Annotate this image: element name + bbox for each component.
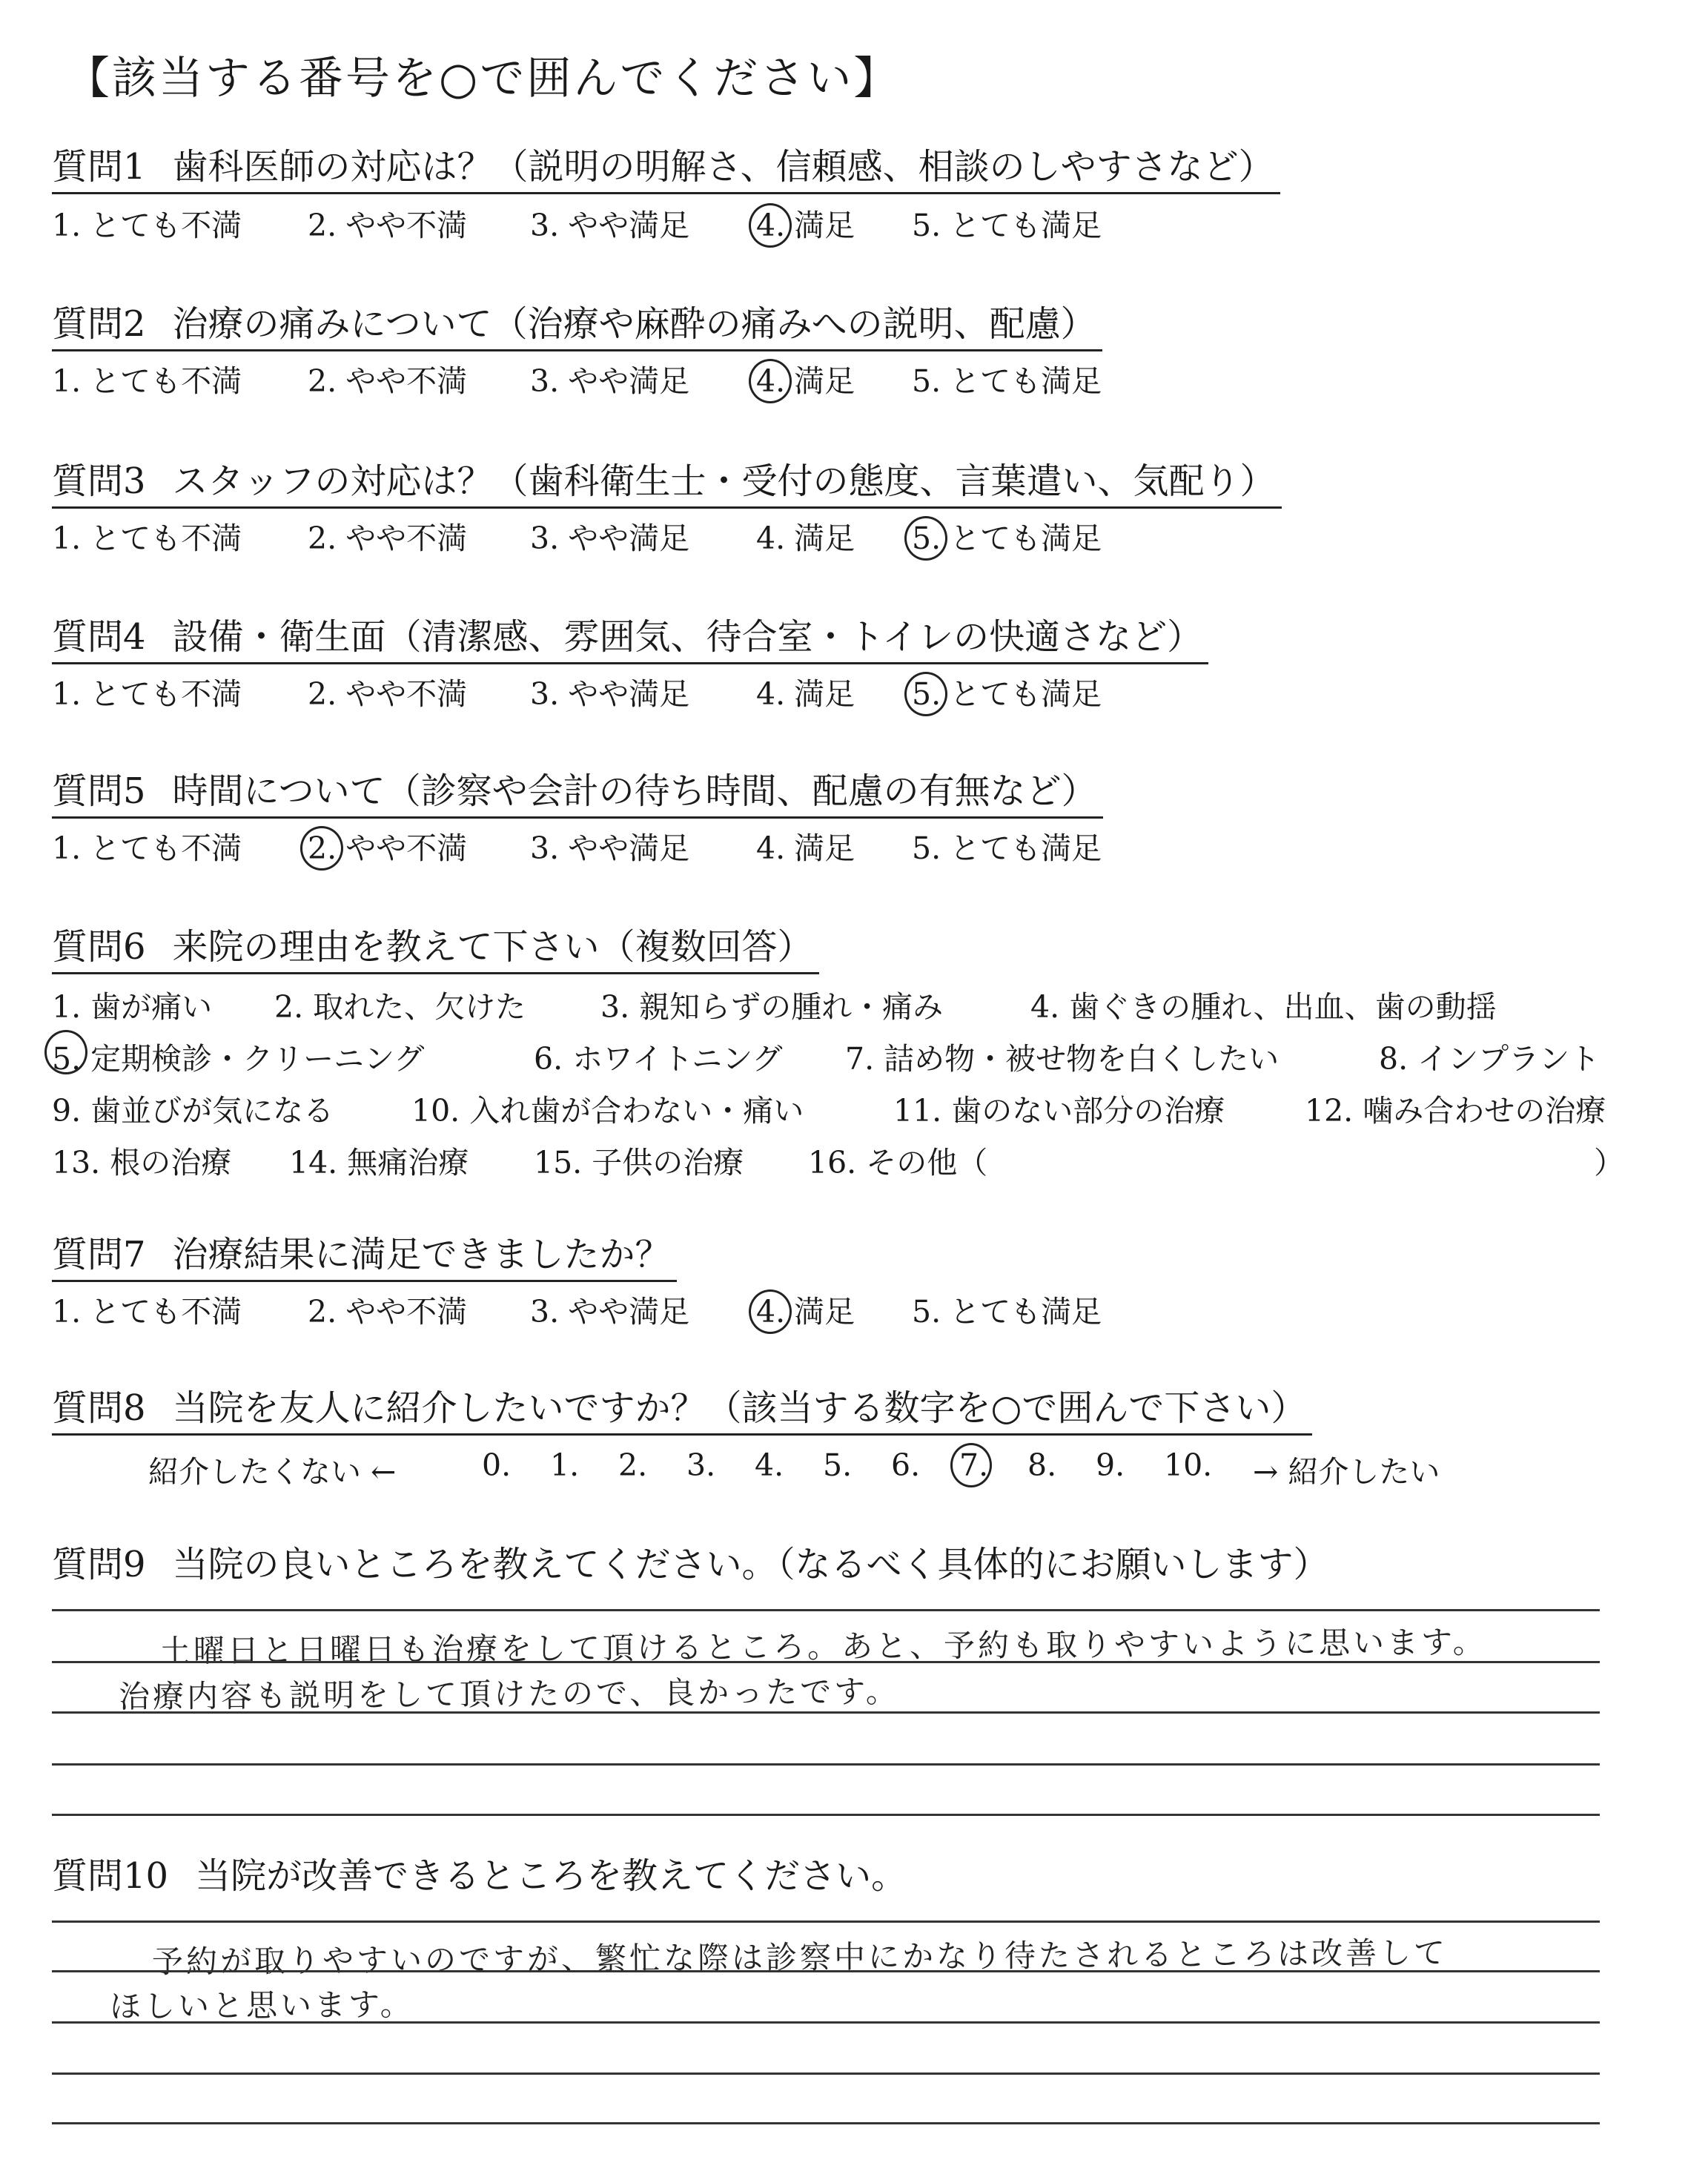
- option-1[interactable]: 1. とても不満: [52, 1294, 242, 1330]
- reason-option-1[interactable]: 1. 歯が痛い: [52, 989, 213, 1025]
- question-number: 質問6: [52, 926, 146, 968]
- question-10-heading: [52, 1856, 913, 1901]
- question-number: 質問10: [52, 1855, 169, 1897]
- reason-row-1: [52, 982, 1668, 1025]
- answer-line: [52, 1970, 1600, 1972]
- reason-option-14[interactable]: 14. 無痛治療: [289, 1145, 469, 1180]
- option-3[interactable]: 3. やや満足: [530, 676, 690, 712]
- option-3[interactable]: 3. やや満足: [530, 208, 690, 243]
- option-5[interactable]: 5. とても満足: [912, 208, 1102, 243]
- question-text: 当院の良いところを教えてください。（なるべく具体的にお願いします）: [172, 1544, 1329, 1585]
- question-number: 質問1: [52, 146, 146, 188]
- score-0[interactable]: 0.: [482, 1447, 512, 1483]
- question-3-heading: [52, 461, 1282, 509]
- question-6-heading: [52, 927, 819, 974]
- reason-option-9[interactable]: 9. 歯並びが気になる: [52, 1093, 334, 1129]
- question-text: 当院が改善できるところを教えてください。: [195, 1855, 907, 1897]
- reason-option-7[interactable]: 7. 詰め物・被せ物を白くしたい: [845, 1041, 1280, 1077]
- question-5-heading: [52, 771, 1103, 819]
- option-1[interactable]: 1. とても不満: [52, 363, 242, 399]
- question-number: 質問3: [52, 460, 146, 502]
- question-text: 来院の理由を教えて下さい（複数回答）: [172, 926, 813, 968]
- answer-line: [52, 1711, 1600, 1714]
- score-4[interactable]: 4.: [755, 1447, 784, 1483]
- option-1[interactable]: 1. とても不満: [52, 676, 242, 712]
- question-number: 質問8: [52, 1387, 146, 1429]
- handwritten-answer-q10-line1: 予約が取りやすいのですが、繁忙な際は診察中にかなり待たされるところは改善して: [151, 1934, 1449, 1981]
- reason-option-5-selected[interactable]: 5. 定期検診・クリーニング: [52, 1034, 433, 1078]
- handwritten-answer-q9-line1: 土曜日と日曜日も治療をして頂けるところ。あと、予約も取りやすいように思います。: [159, 1623, 1487, 1670]
- question-2-heading: [52, 304, 1102, 351]
- question-text: 当院を友人に紹介したいですか？（該当する数字を○で囲んで下さい）: [172, 1387, 1307, 1429]
- question-8-heading: [52, 1388, 1312, 1436]
- reason-option-4[interactable]: 4. 歯ぐきの腫れ、出血、歯の動揺: [1030, 989, 1497, 1025]
- score-5[interactable]: 5.: [823, 1447, 853, 1483]
- recommend-scale: [148, 1447, 1557, 1489]
- question-9-heading: [52, 1545, 1335, 1590]
- option-5-selected[interactable]: 5. とても満足: [912, 676, 1102, 712]
- option-1[interactable]: 1. とても不満: [52, 208, 242, 243]
- question-1-heading: [52, 147, 1280, 194]
- option-5-selected[interactable]: 5. とても満足: [912, 521, 1102, 556]
- question-text: 時間について（診察や会計の待ち時間、配慮の有無など）: [172, 770, 1097, 812]
- question-number: 質問2: [52, 303, 146, 345]
- reason-option-3[interactable]: 3. 親知らずの腫れ・痛み: [600, 989, 944, 1025]
- option-3[interactable]: 3. やや満足: [530, 830, 690, 866]
- option-4[interactable]: 4. 満足: [756, 830, 855, 866]
- option-3[interactable]: 3. やや満足: [530, 363, 690, 399]
- option-4[interactable]: 4. 満足: [756, 521, 855, 556]
- question-number: 質問4: [52, 616, 146, 658]
- answer-line: [52, 2021, 1600, 2024]
- handwritten-answer-q10-line2: ほしいと思います。: [109, 1986, 414, 2025]
- handwritten-answer-q9-line2: 治療内容も説明をして頂けたので、良かったです。: [118, 1673, 900, 1715]
- option-5[interactable]: 5. とても満足: [912, 363, 1102, 399]
- reason-option-12[interactable]: 12. 噛み合わせの治療: [1305, 1093, 1606, 1129]
- form-title: 【該当する番号を○で囲んでください】: [65, 53, 901, 105]
- reason-option-15[interactable]: 15. 子供の治療: [534, 1145, 744, 1180]
- other-close-paren: ）: [1594, 1145, 1624, 1180]
- question-7-heading: [52, 1235, 677, 1282]
- answer-line: [52, 2073, 1600, 2075]
- answer-line: [52, 1920, 1600, 1923]
- question-text: 治療結果に満足できましたか？: [172, 1234, 671, 1275]
- option-2[interactable]: 2. やや不満: [308, 676, 468, 712]
- scale-right-label: → 紹介したい: [1253, 1454, 1440, 1490]
- score-1[interactable]: 1.: [550, 1447, 580, 1483]
- score-8[interactable]: 8.: [1027, 1447, 1057, 1483]
- reason-option-11[interactable]: 11. 歯のない部分の治療: [893, 1093, 1225, 1129]
- option-2-selected[interactable]: 2. やや不満: [308, 830, 468, 866]
- answer-line: [52, 1609, 1600, 1611]
- score-6[interactable]: 6.: [891, 1447, 921, 1483]
- reason-option-16[interactable]: 16. その他（: [808, 1145, 988, 1180]
- question-4-heading: [52, 617, 1208, 664]
- option-5[interactable]: 5. とても満足: [912, 1294, 1102, 1330]
- score-3[interactable]: 3.: [686, 1447, 716, 1483]
- reason-row-2: [52, 1034, 1668, 1077]
- option-3[interactable]: 3. やや満足: [530, 521, 690, 556]
- option-2[interactable]: 2. やや不満: [308, 1294, 468, 1330]
- option-4-selected[interactable]: 4. 満足: [756, 1294, 855, 1330]
- reason-row-4: [52, 1138, 1668, 1180]
- score-10[interactable]: 10.: [1164, 1447, 1213, 1483]
- question-text: 治療の痛みについて（治療や麻酔の痛みへの説明、配慮）: [172, 303, 1096, 345]
- option-4[interactable]: 4. 満足: [756, 676, 855, 712]
- option-3[interactable]: 3. やや満足: [530, 1294, 690, 1330]
- reason-row-3: [52, 1086, 1668, 1129]
- score-9[interactable]: 9.: [1096, 1447, 1125, 1483]
- option-2[interactable]: 2. やや不満: [308, 363, 468, 399]
- reason-option-13[interactable]: 13. 根の治療: [52, 1145, 232, 1180]
- reason-option-10[interactable]: 10. 入れ歯が合わない・痛い: [411, 1093, 804, 1129]
- answer-line: [52, 1814, 1600, 1816]
- option-2[interactable]: 2. やや不満: [308, 521, 468, 556]
- question-text: 歯科医師の対応は？（説明の明解さ、信頼感、相談のしやすさなど）: [172, 146, 1274, 188]
- reason-option-6[interactable]: 6. ホワイトニング: [534, 1041, 783, 1077]
- question-text: 設備・衛生面（清潔感、雰囲気、待合室・トイレの快適さなど）: [172, 616, 1203, 658]
- question-number: 質問9: [52, 1544, 146, 1585]
- option-2[interactable]: 2. やや不満: [308, 208, 468, 243]
- option-4-selected[interactable]: 4. 満足: [756, 208, 855, 243]
- score-7-selected[interactable]: 7.: [959, 1447, 989, 1483]
- question-text: スタッフの対応は？（歯科衛生士・受付の態度、言葉遣い、気配り）: [172, 460, 1276, 502]
- option-4-selected[interactable]: 4. 満足: [756, 363, 855, 399]
- answer-line: [52, 1661, 1600, 1663]
- question-number: 質問5: [52, 770, 146, 812]
- reason-option-2[interactable]: 2. 取れた、欠けた: [274, 989, 526, 1025]
- scale-left-label: 紹介したくない ←: [148, 1454, 397, 1490]
- option-1[interactable]: 1. とても不満: [52, 830, 242, 866]
- option-5[interactable]: 5. とても満足: [912, 830, 1102, 866]
- option-1[interactable]: 1. とても不満: [52, 521, 242, 556]
- answer-line: [52, 1763, 1600, 1766]
- question-number: 質問7: [52, 1234, 146, 1275]
- reason-option-8[interactable]: 8. インプラント: [1379, 1041, 1601, 1077]
- answer-line: [52, 2122, 1600, 2124]
- score-2[interactable]: 2.: [618, 1447, 648, 1483]
